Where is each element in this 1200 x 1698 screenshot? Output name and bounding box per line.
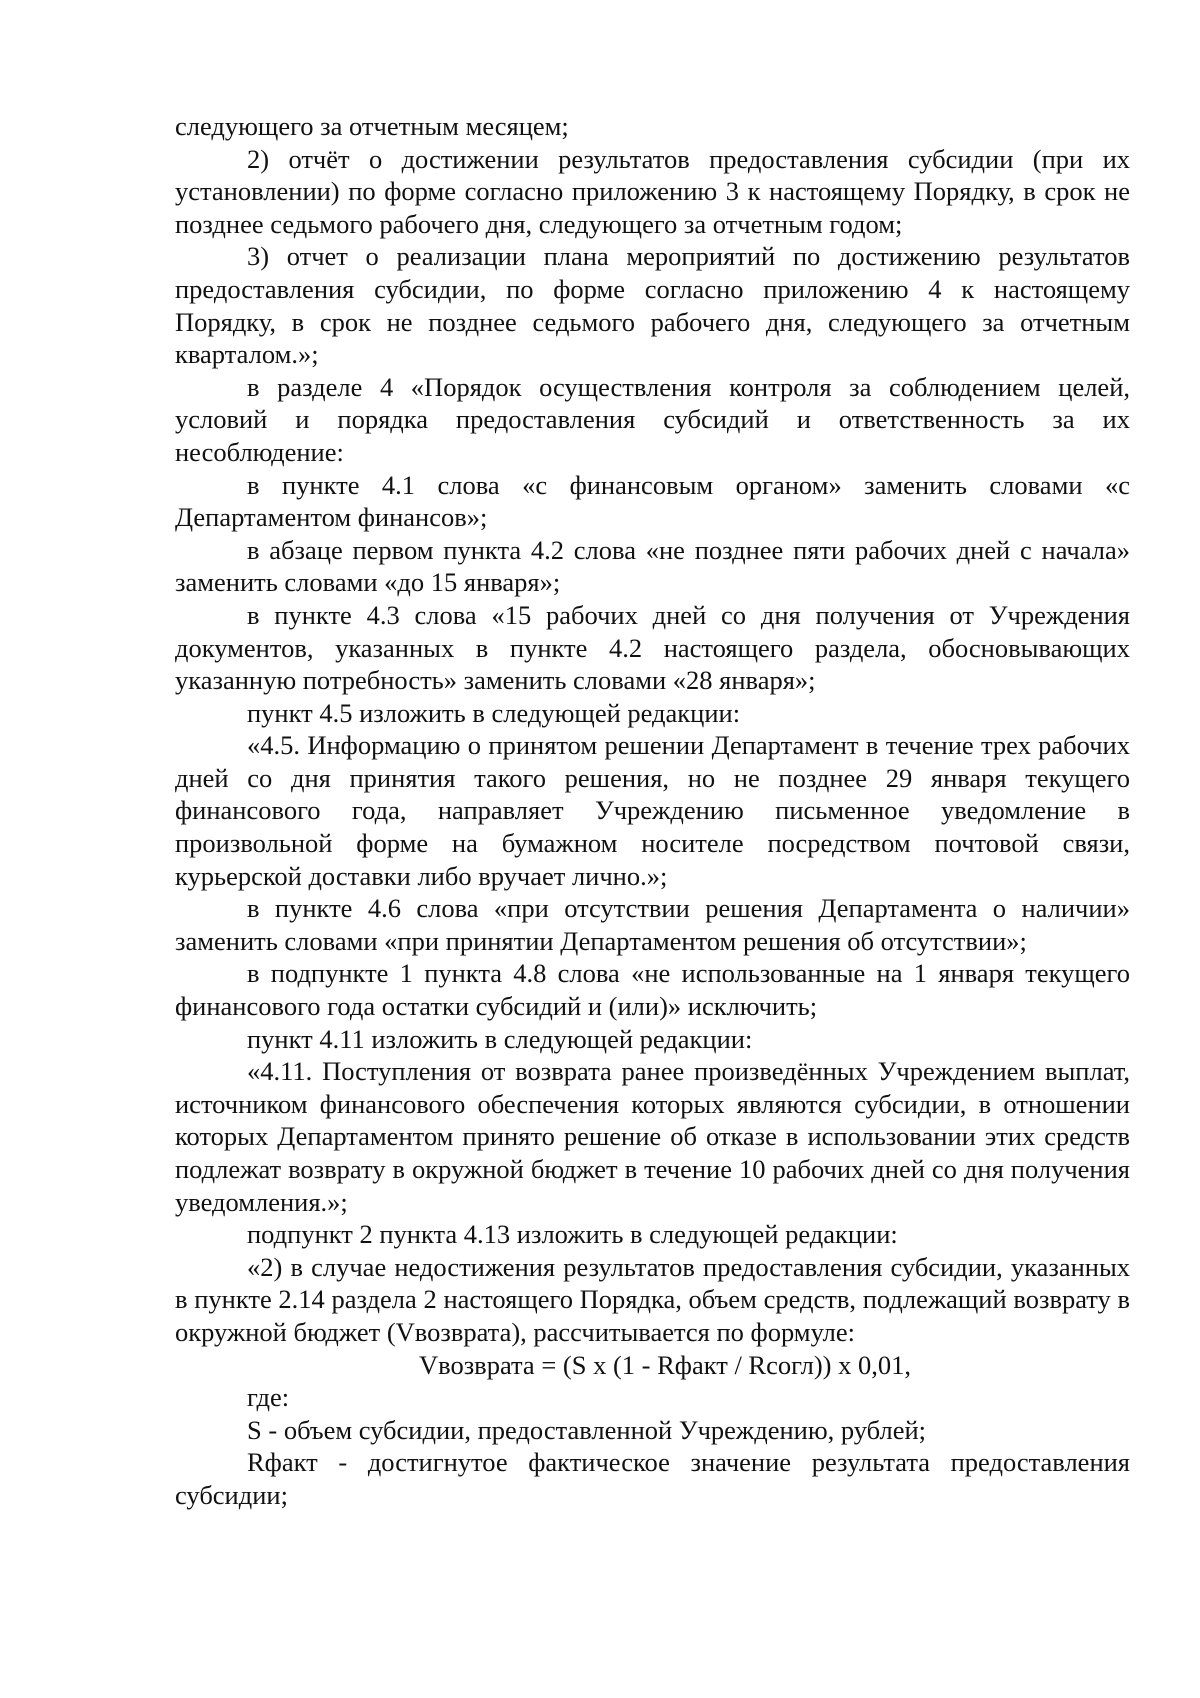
paragraph: 3) отчет о реализации плана мероприятий по достижению результатов предоставления субсидии, по форме согласно приложению 4 к настоящему Порядку, в срок не позднее седьмого рабочего дня, следующего за отчетным кварталом.»;	[175, 241, 1130, 370]
paragraph: в пункте 4.3 слова «15 рабочих дней со дня получения от Учреждения документов, указанных в пункте 4.2 настоящего раздела, обосновывающих указанную потребность» заменить словами «28 января»;	[175, 599, 1130, 696]
paragraph: 2) отчёт о достижении результатов предоставления субсидии (при их установлении) по форме согласно приложению 3 к настоящему Порядку, в срок не позднее седьмого рабочего дня, следующего за отчетным годом;	[175, 143, 1130, 239]
paragraph: пункт 4.11 изложить в следующей редакции:	[247, 1023, 753, 1054]
paragraph: «4.11. Поступления от возврата ранее произведённых Учреждением выплат, источником финансового обеспечения которых являются субсидии, в отношении которых Департаментом принято решение об отказе в использовании этих средств подлежат возврату в окружной бюджет в течение 10 рабочих дней со дня получения уведомления.»;	[175, 1056, 1130, 1217]
paragraph: в разделе 4 «Порядок осуществления контроля за соблюдением целей, условий и порядка предоставления субсидий и ответственность за их несоблюдение:	[175, 371, 1130, 467]
paragraph: в подпункте 1 пункта 4.8 слова «не использованные на 1 января текущего финансового года остатки субсидий и (или)» исключить;	[175, 958, 1130, 1022]
paragraph: «4.5. Информацию о принятом решении Департамент в течение трех рабочих дней со дня принятия такого решения, но не позднее 29 января текущего финансового года, направляет Учреждению письменное уведомление в произвольной форме на бумажном носителе посредством почтовой связи, курьерской доставки либо вручает лично.»;	[175, 730, 1130, 891]
paragraph: подпункт 2 пункта 4.13 изложить в следующей редакции:	[247, 1219, 898, 1250]
paragraph: где:	[247, 1382, 290, 1413]
paragraph: следующего за отчетным месяцем;	[175, 111, 569, 141]
document-body	[175, 110, 1130, 1512]
paragraph: Rфакт - достигнутое фактическое значение результата предоставления субсидии;	[175, 1447, 1130, 1510]
paragraph: S - объем субсидии, предоставленной Учреждению, рублей;	[247, 1414, 927, 1445]
paragraph: в пункте 4.1 слова «с финансовым органом» заменить словами «с Департаментом финансов»;	[175, 469, 1130, 533]
paragraph: в абзаце первом пункта 4.2 слова «не позднее пяти рабочих дней с начала» заменить словами «до 15 января»;	[175, 534, 1130, 598]
paragraph: в пункте 4.6 слова «при отсутствии решения Департамента о наличии» заменить словами «при принятии Департаментом решения об отсутствии»;	[175, 893, 1130, 956]
paragraph: «2) в случае недостижения результатов предоставления субсидии, указанных в пункте 2.14 раздела 2 настоящего Порядка, объем средств, подлежащий возврату в окружной бюджет (Vвозврата), рассчитывается по формуле:	[175, 1251, 1130, 1347]
paragraph: пункт 4.5 изложить в следующей редакции:	[247, 697, 741, 728]
formula: Vвозврата = (S x (1 - Rфакт / Rсогл)) x 0,01,	[419, 1349, 912, 1380]
